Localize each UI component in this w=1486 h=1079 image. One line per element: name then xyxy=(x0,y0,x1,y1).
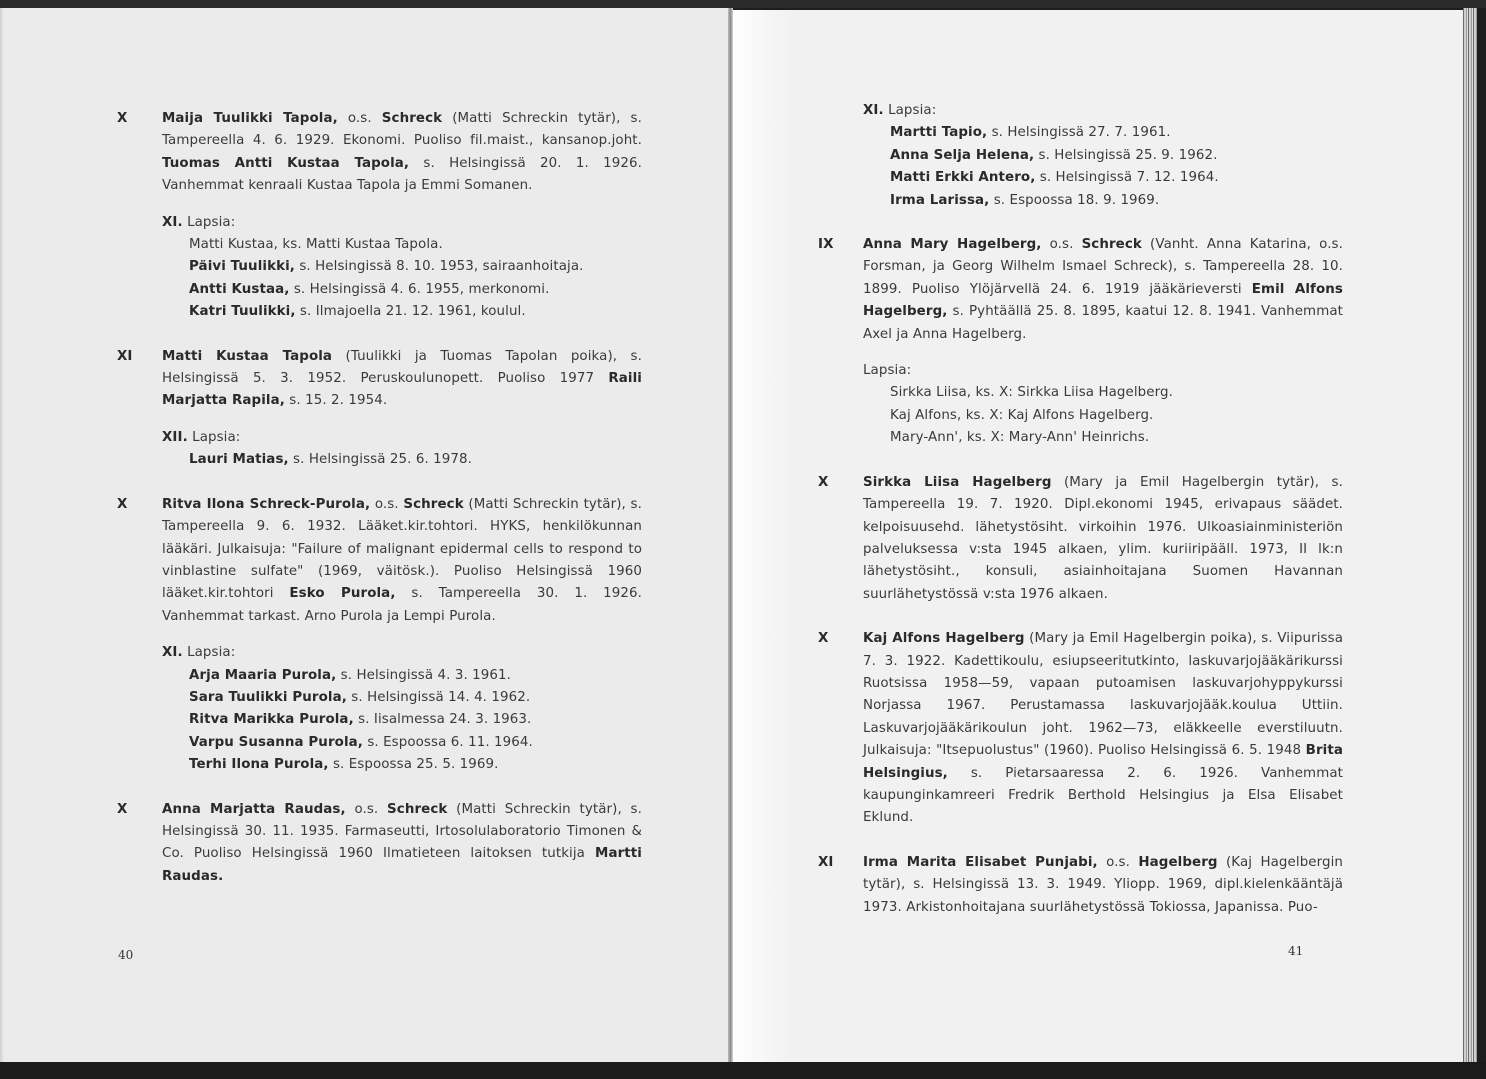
entry-text: s. Helsingissä 25. 6. 1978. xyxy=(288,452,473,468)
person-name: Katri Tuulikki, xyxy=(189,304,296,320)
entry-paragraph xyxy=(863,628,1343,830)
entry-text: s. Espoossa 25. 5. 1969. xyxy=(328,757,499,773)
children-heading xyxy=(863,360,1343,382)
person-name: Anna Selja Helena, xyxy=(890,147,1035,163)
entry-text: s. Helsingissä 7. 12. 1964. xyxy=(1035,170,1219,186)
children-heading xyxy=(162,212,642,234)
person-name: Ritva Marikka Purola, xyxy=(189,712,354,728)
children-label: Lapsia: xyxy=(187,214,236,230)
left-page-text xyxy=(117,108,642,888)
child-item xyxy=(863,382,1343,404)
scan-background-bottom xyxy=(0,1062,1486,1079)
page-number-right: 41 xyxy=(1288,944,1304,958)
entry-text: (Tuulikki ja Tuomas Tapolan poika), s. Helsingissä 5. 3. 1952. Peruskoulunopett. Puoliso 1977 xyxy=(162,348,642,387)
entry-text: s. Helsingissä 20. 1. 1926. Vanhemmat kenraali Kustaa Tapola ja Emmi Somanen. xyxy=(162,155,642,194)
generation-marker: X xyxy=(818,474,829,490)
person-name: Emil Alfons Hagelberg, xyxy=(863,281,1343,320)
entry-text: s. Pietarsaaressa 2. 6. 1926. Vanhemmat kaupunginkamreeri Fredrik Berthold Helsingius ja Elsa Elisabet Eklund. xyxy=(863,765,1343,826)
genealogy-entry xyxy=(818,852,1343,919)
children-label: Lapsia: xyxy=(888,103,937,118)
children-label: Lapsia: xyxy=(863,363,912,379)
child-item xyxy=(162,732,642,754)
person-name: Päivi Tuulikki, xyxy=(189,259,295,275)
generation-marker: X xyxy=(818,631,829,647)
child-item xyxy=(162,709,642,731)
children-generation: XI. xyxy=(162,645,183,661)
child-item xyxy=(162,256,642,278)
entry-text: Matti Kustaa, ks. Matti Kustaa Tapola. xyxy=(189,237,443,253)
right-page-text xyxy=(818,100,1343,919)
person-name: Kaj Alfons Hagelberg xyxy=(863,631,1025,647)
genealogy-entry xyxy=(818,628,1343,830)
spacer xyxy=(117,198,642,212)
person-name: Matti Erkki Antero, xyxy=(890,170,1036,186)
entry-paragraph xyxy=(863,234,1343,346)
person-name: Irma Marita Elisabet Punjabi, xyxy=(863,854,1098,870)
person-name: Schreck xyxy=(403,496,464,512)
entry-text: (Vanht. Anna Katarina, o.s. Forsman, ja Georg Wilhelm Ismael Schreck), s. Tampereella 28. 10. 1899. Puoliso Ylöjärvellä 24. 6. 1919 jääkärieversti xyxy=(863,237,1343,297)
person-name: Varpu Susanna Purola, xyxy=(189,734,363,750)
entry-text: (Mary ja Emil Hagelbergin tytär), s. Tampereella 19. 7. 1920. Dipl.ekonomi 1945, erivapaus säädet. kelpoisuusehd. lähetystösiht. virkoihin 1976. Ulkoasiainministeriön palveluksessa v:sta 1945 alkaen, ylim. kuriiripääll. 1973, II lk:n lähetystösiht., konsuli, asiainhoitajana Suomen Havannan suurlähetystössä v:sta 1976 alkaen. xyxy=(863,474,1343,602)
entry-text: (Matti Schreckin tytär), s. Helsingissä 30. 11. 1935. Farmaseutti, Irtosolulaboratorio Timonen & Co. Puoliso Helsingissä 1960 Ilmatieteen laitoksen tutkija xyxy=(162,801,642,862)
spacer xyxy=(818,830,1343,852)
entry-text: Kaj Alfons, ks. X: Kaj Alfons Hagelberg. xyxy=(890,407,1154,423)
genealogy-entry xyxy=(117,346,642,413)
person-name: Schreck xyxy=(1081,237,1142,253)
children-list xyxy=(117,427,642,472)
children-label: Lapsia: xyxy=(192,429,241,445)
entry-text: o.s. xyxy=(1041,237,1082,253)
spacer xyxy=(818,450,1343,472)
person-name: Brita Helsingius, xyxy=(863,743,1343,781)
genealogy-entry xyxy=(117,799,642,889)
entry-text: s. Tampereella 30. 1. 1926. Vanhemmat tarkast. Arno Purola ja Lempi Purola. xyxy=(162,586,642,624)
entry-text: (Mary ja Emil Hagelbergin poika), s. Viipurissa 7. 3. 1922. Kadettikoulu, esiupseeritutkinto, laskuvarjojääkärikurssi Ruotsissa 1958—59, vapaan putoamisen laskuvarjohyppykurssi Norjassa 1967. Perustamassa laskuvarjojääk.koulua Uttiin. Laskuvarjojääkärikoulun joht. 1962—73, eläkkeelle everstiluutn. Julkaisuja: "Itsepuolustus" (1960). Puoliso Helsingissä 6. 5. 1948 xyxy=(863,631,1343,759)
children-heading xyxy=(162,427,642,449)
generation-marker: IX xyxy=(818,237,834,253)
person-name: Anna Mary Hagelberg, xyxy=(863,237,1042,253)
spine-highlight xyxy=(733,10,793,1062)
entry-text: (Matti Schreckin tytär), s. Tampereella 4. 6. 1929. Ekonomi. Puoliso fil.maist., kansanop.joht. xyxy=(162,111,642,149)
spacer xyxy=(117,777,642,799)
entry-text: s. Helsingissä 14. 4. 1962. xyxy=(346,689,531,705)
children-generation: XII. xyxy=(162,429,188,445)
entry-text: (Matti Schreckin tytär), s. Tampereella 9. 6. 1932. Lääket.kir.tohtori. HYKS, henkilökunnan lääkäri. Julkaisuja: "Failure of malignant epidermal cells to respond to vinblastine sulfate" (1969, väitösk.). Puoliso Helsingissä 1960 lääket.kir.tohtori xyxy=(162,496,642,602)
page-number-left: 40 xyxy=(118,948,134,962)
child-item xyxy=(162,279,642,301)
children-list xyxy=(117,212,642,324)
entry-text: s. Helsingissä 25. 9. 1962. xyxy=(1034,147,1218,163)
entry-paragraph xyxy=(162,108,642,198)
person-name: Terhi Ilona Purola, xyxy=(189,757,329,773)
generation-marker: XI xyxy=(117,348,133,364)
person-name: Schreck xyxy=(387,801,448,817)
genealogy-entry xyxy=(818,234,1343,346)
genealogy-entry xyxy=(818,472,1343,606)
person-name: Tuomas Antti Kustaa Tapola, xyxy=(162,155,410,171)
scan-background-top xyxy=(0,0,1486,8)
person-name: Sara Tuulikki Purola, xyxy=(189,689,347,705)
spacer xyxy=(818,212,1343,234)
page-stack-edges xyxy=(1463,8,1477,1062)
entry-text: o.s. xyxy=(1097,854,1139,870)
entry-text: (Kaj Hagelbergin tytär), s. Helsingissä 13. 3. 1949. Yliopp. 1969, dipl.kielenkääntäjä 1973. Arkistonhoitajana suurlähetystössä Tokiossa, Japanissa. Puo- xyxy=(863,854,1344,915)
person-name: Schreck xyxy=(381,111,443,126)
person-name: Martti Raudas. xyxy=(162,846,642,884)
entry-paragraph xyxy=(162,799,642,889)
children-heading xyxy=(162,642,642,664)
generation-marker: XI xyxy=(818,854,834,870)
entry-paragraph xyxy=(162,346,642,413)
person-name: Antti Kustaa, xyxy=(189,281,290,297)
entry-paragraph xyxy=(863,852,1343,919)
child-item xyxy=(162,754,642,776)
generation-marker: X xyxy=(117,111,128,126)
person-name: Irma Larissa, xyxy=(890,192,990,208)
child-item xyxy=(162,665,642,687)
spacer xyxy=(117,628,642,642)
person-name: Sirkka Liisa Hagelberg xyxy=(863,474,1052,490)
left-page-edge xyxy=(0,8,4,1062)
child-item xyxy=(162,449,642,471)
entry-paragraph xyxy=(162,494,642,628)
entry-text: o.s. xyxy=(370,496,404,512)
spacer xyxy=(818,346,1343,360)
child-item xyxy=(863,167,1343,189)
person-name: Anna Marjatta Raudas, xyxy=(162,801,346,817)
entry-text: s. 15. 2. 1954. xyxy=(284,393,388,409)
genealogy-entry xyxy=(117,108,642,198)
person-name: Martti Tapio, xyxy=(890,125,988,141)
spacer xyxy=(818,606,1343,628)
entry-text: s. Ilmajoella 21. 12. 1961, koulul. xyxy=(295,304,526,320)
entry-text: s. Helsingissä 27. 7. 1961. xyxy=(987,125,1171,141)
spacer xyxy=(117,324,642,346)
child-item xyxy=(863,190,1343,212)
entry-text: Mary-Ann', ks. X: Mary-Ann' Heinrichs. xyxy=(890,430,1150,446)
entry-text: s. Helsingissä 4. 6. 1955, merkonomi. xyxy=(289,281,550,297)
children-heading xyxy=(863,100,1343,122)
entry-text: s. Helsingissä 8. 10. 1953, sairaanhoitaja. xyxy=(294,259,584,275)
entry-text: s. Pyhtäällä 25. 8. 1895, kaatui 12. 8. 1941. Vanhemmat Axel ja Anna Hagelberg. xyxy=(863,304,1343,342)
person-name: Ritva Ilona Schreck-Purola, xyxy=(162,496,371,512)
entry-paragraph xyxy=(863,472,1343,606)
children-generation: XI. xyxy=(863,103,884,118)
entry-text: s. Espoossa 18. 9. 1969. xyxy=(989,192,1160,208)
child-item xyxy=(162,301,642,323)
spacer xyxy=(117,413,642,427)
children-list xyxy=(818,360,1343,450)
child-item xyxy=(863,427,1343,449)
generation-marker: X xyxy=(117,496,128,512)
spacer xyxy=(117,472,642,494)
entry-text: o.s. xyxy=(345,801,388,817)
entry-text: o.s. xyxy=(337,111,382,126)
generation-marker: X xyxy=(117,801,128,817)
genealogy-entry xyxy=(117,494,642,628)
children-list xyxy=(818,100,1343,212)
child-item xyxy=(162,687,642,709)
children-generation: XI. xyxy=(162,214,183,230)
entry-text: s. Iisalmessa 24. 3. 1963. xyxy=(353,712,532,728)
child-item xyxy=(863,122,1343,144)
entry-text: Sirkka Liisa, ks. X: Sirkka Liisa Hagelberg. xyxy=(890,385,1173,401)
entry-text: s. Espoossa 6. 11. 1964. xyxy=(362,734,533,750)
children-label: Lapsia: xyxy=(187,645,236,661)
children-list xyxy=(117,642,642,776)
entry-text: s. Helsingissä 4. 3. 1961. xyxy=(336,667,512,683)
child-item xyxy=(863,405,1343,427)
person-name: Esko Purola, xyxy=(289,586,396,602)
person-name: Raili Marjatta Rapila, xyxy=(162,371,642,409)
person-name: Matti Kustaa Tapola xyxy=(162,348,333,364)
child-item xyxy=(162,234,642,256)
person-name: Maija Tuulikki Tapola, xyxy=(162,111,338,126)
book-spine xyxy=(728,8,733,1062)
person-name: Arja Maaria Purola, xyxy=(189,667,337,683)
person-name: Hagelberg xyxy=(1138,854,1218,870)
child-item xyxy=(863,145,1343,167)
person-name: Lauri Matias, xyxy=(189,452,289,468)
